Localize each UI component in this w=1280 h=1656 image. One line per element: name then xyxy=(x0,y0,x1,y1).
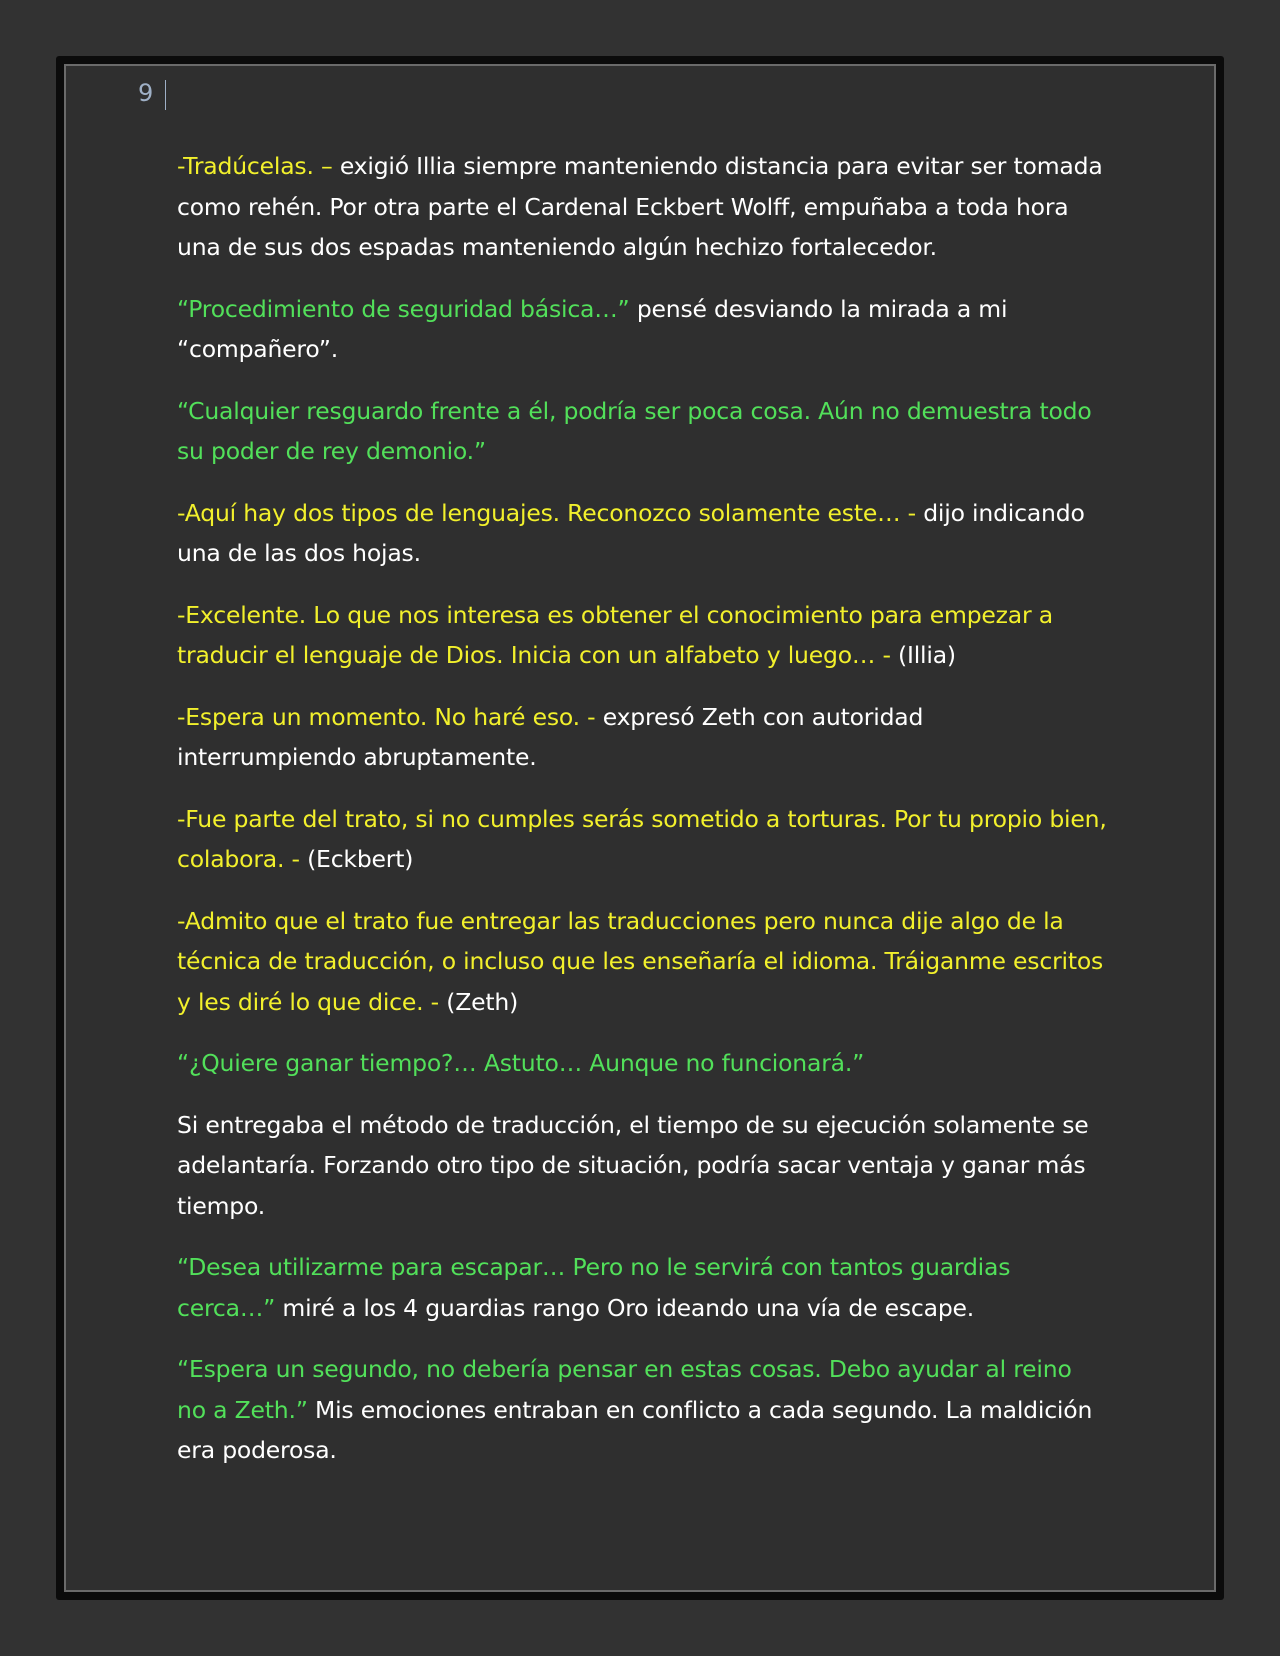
dialogue-text: -Fue parte del trato, si no cumples serás sometido a torturas. Por tu propio bien, colabora. - xyxy=(177,804,1107,873)
paragraph xyxy=(177,391,1107,472)
story-text xyxy=(177,146,1107,1492)
dialogue-text: -Excelente. Lo que nos interesa es obtener el conocimiento para empezar a traducir el lenguaje de Dios. Inicia con un alfabeto y luego… - xyxy=(177,600,1053,669)
narration-text: Si entregaba el método de traducción, el tiempo de su ejecución solamente se adelantaría. Forzando otro tipo de situación, podría sacar ventaja y ganar más tiempo. xyxy=(177,1110,1089,1220)
narration-text: pensé desviando la mirada a mi “compañero”. xyxy=(177,294,1008,363)
dialogue-text: -Aquí hay dos tipos de lenguajes. Reconozco solamente este… - xyxy=(177,498,924,527)
paragraph xyxy=(177,595,1107,676)
paragraph xyxy=(177,799,1107,880)
thought-text: “¿Quiere ganar tiempo?… Astuto… Aunque no funcionará.” xyxy=(177,1049,865,1077)
paragraph xyxy=(177,1349,1107,1471)
narration-text: expresó Zeth con autoridad interrumpiendo abruptamente. xyxy=(177,702,924,771)
paragraph xyxy=(177,1247,1107,1328)
narration-text: exigió Illia siempre manteniendo distancia para evitar ser tomada como rehén. Por otra parte el Cardenal Eckbert Wolff, empuñaba a toda hora una de sus dos espadas manteniendo algún hechizo fortalecedor. xyxy=(177,152,1103,261)
paragraph xyxy=(177,289,1107,370)
paragraph xyxy=(177,1105,1107,1227)
thought-text: “Espera un segundo, no debería pensar en estas cosas. Debo ayudar al reino no a Zeth.” xyxy=(177,1355,1072,1424)
paragraph xyxy=(177,901,1107,1023)
thought-text: “Desea utilizarme para escapar… Pero no le servirá con tantos guardias cerca…” xyxy=(177,1253,1011,1322)
dialogue-text: -Admito que el trato fue entregar las traducciones pero nunca dije algo de la técnica de traducción, o incluso que les enseñaría el idioma. Tráiganme escritos y les diré lo que dice. - xyxy=(177,906,1104,1016)
paragraph xyxy=(177,146,1107,268)
dialogue-text: -Espera un momento. No haré eso. - xyxy=(177,702,603,731)
thought-text: “Cualquier resguardo frente a él, podría ser poca cosa. Aún no demuestra todo su poder de rey demonio.” xyxy=(177,396,1092,465)
narration-text: dijo indicando una de las dos hojas. xyxy=(177,498,1085,567)
narration-text: Mis emociones entraban en conflicto a cada segundo. La maldición era poderosa. xyxy=(177,1395,1093,1464)
dialogue-text: -Tradúcelas. – xyxy=(177,152,340,180)
narration-text: (Illia) xyxy=(898,641,956,669)
paragraph xyxy=(177,493,1107,574)
narration-text: (Zeth) xyxy=(446,987,519,1016)
paragraph xyxy=(177,697,1107,778)
narration-text: (Eckbert) xyxy=(307,845,414,873)
narration-text: miré a los 4 guardias rango Oro ideando una vía de escape. xyxy=(282,1293,975,1322)
page-number-divider xyxy=(165,80,166,110)
thought-text: “Procedimiento de seguridad básica…” xyxy=(177,294,637,323)
page-number: 9 xyxy=(138,79,154,107)
paragraph xyxy=(177,1043,1107,1084)
